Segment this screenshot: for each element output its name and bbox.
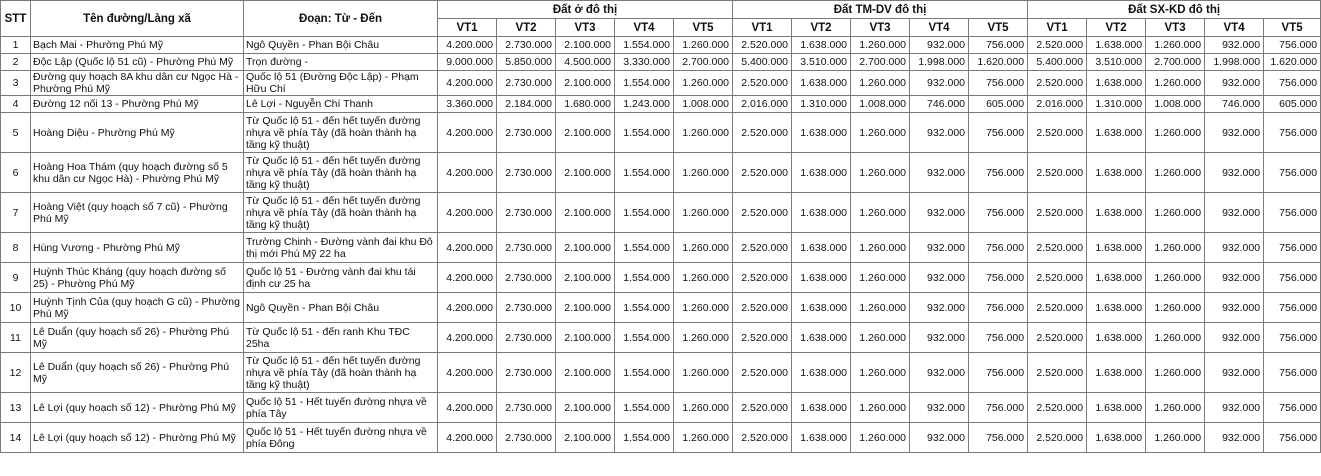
- cell-price: 1.260.000: [851, 37, 910, 54]
- cell-price: 1.638.000: [1087, 153, 1146, 193]
- cell-price: 2.520.000: [733, 153, 792, 193]
- cell-price: 2.730.000: [497, 113, 556, 153]
- cell-price: 2.520.000: [1028, 113, 1087, 153]
- cell-price: 1.260.000: [851, 153, 910, 193]
- cell-price: 932.000: [910, 323, 969, 353]
- cell-price: 932.000: [910, 233, 969, 263]
- cell-price: 756.000: [1264, 71, 1321, 96]
- cell-price: 2.730.000: [497, 71, 556, 96]
- cell-price: 1.260.000: [1146, 423, 1205, 453]
- cell-price: 756.000: [969, 353, 1028, 393]
- cell-price: 2.184.000: [497, 96, 556, 113]
- cell-price: 1.260.000: [674, 263, 733, 293]
- cell-price: 4.500.000: [556, 54, 615, 71]
- cell-price: 1.260.000: [1146, 263, 1205, 293]
- table-row: [1, 96, 1321, 113]
- cell-price: 2.100.000: [556, 233, 615, 263]
- cell-price: 2.100.000: [556, 423, 615, 453]
- cell-price: 1.638.000: [792, 353, 851, 393]
- cell-price: 756.000: [969, 153, 1028, 193]
- cell-price: 1.260.000: [674, 323, 733, 353]
- cell-street: Hùng Vương - Phường Phú Mỹ: [31, 233, 244, 263]
- cell-price: 2.520.000: [1028, 393, 1087, 423]
- cell-segment: Trường Chinh - Đường vành đai khu Đô thị mới Phú Mỹ 22 ha: [244, 233, 438, 263]
- cell-price: 1.260.000: [851, 393, 910, 423]
- table-row: [1, 393, 1321, 423]
- cell-price: 756.000: [1264, 353, 1321, 393]
- cell-price: 2.520.000: [1028, 193, 1087, 233]
- cell-price: 1.260.000: [851, 193, 910, 233]
- cell-price: 3.510.000: [792, 54, 851, 71]
- cell-price: 2.520.000: [733, 263, 792, 293]
- cell-price: 4.200.000: [438, 113, 497, 153]
- cell-price: 1.260.000: [1146, 193, 1205, 233]
- cell-segment: Ngô Quyền - Phan Bội Châu: [244, 293, 438, 323]
- header-vt5: VT5: [969, 19, 1028, 37]
- cell-price: 932.000: [910, 393, 969, 423]
- cell-price: 1.260.000: [674, 423, 733, 453]
- cell-price: 1.638.000: [1087, 193, 1146, 233]
- cell-street: Đường quy hoạch 8A khu dân cư Ngọc Hà - Phường Phú Mỹ: [31, 71, 244, 96]
- cell-price: 1.638.000: [792, 71, 851, 96]
- cell-price: 1.638.000: [1087, 293, 1146, 323]
- cell-price: 1.260.000: [674, 393, 733, 423]
- cell-price: 1.620.000: [1264, 54, 1321, 71]
- cell-price: 1.638.000: [792, 263, 851, 293]
- cell-price: 1.260.000: [1146, 293, 1205, 323]
- cell-price: 756.000: [969, 393, 1028, 423]
- cell-price: 4.200.000: [438, 423, 497, 453]
- cell-price: 1.638.000: [792, 113, 851, 153]
- cell-price: 1.008.000: [1146, 96, 1205, 113]
- cell-price: 1.260.000: [1146, 153, 1205, 193]
- table-row: [1, 54, 1321, 71]
- cell-stt: 5: [1, 113, 31, 153]
- cell-price: 932.000: [1205, 293, 1264, 323]
- cell-price: 2.520.000: [1028, 233, 1087, 263]
- cell-price: 1.638.000: [792, 393, 851, 423]
- cell-price: 756.000: [1264, 423, 1321, 453]
- cell-price: 2.100.000: [556, 37, 615, 54]
- header-vt3: VT3: [556, 19, 615, 37]
- cell-street: Độc Lập (Quốc lộ 51 cũ) - Phường Phú Mỹ: [31, 54, 244, 71]
- cell-price: 932.000: [1205, 353, 1264, 393]
- header-vt2: VT2: [1087, 19, 1146, 37]
- cell-price: 5.850.000: [497, 54, 556, 71]
- cell-price: 2.520.000: [733, 37, 792, 54]
- cell-price: 1.638.000: [1087, 263, 1146, 293]
- cell-price: 2.100.000: [556, 153, 615, 193]
- cell-price: 932.000: [1205, 113, 1264, 153]
- cell-price: 1.260.000: [851, 323, 910, 353]
- cell-price: 932.000: [910, 293, 969, 323]
- cell-price: 2.700.000: [674, 54, 733, 71]
- cell-price: 2.520.000: [1028, 323, 1087, 353]
- cell-stt: 9: [1, 263, 31, 293]
- cell-price: 2.100.000: [556, 113, 615, 153]
- cell-segment: Trọn đường -: [244, 54, 438, 71]
- cell-segment: Ngô Quyền - Phan Bội Châu: [244, 37, 438, 54]
- cell-segment: Từ Quốc lộ 51 - đến hết tuyến đường nhựa về phía Tây (đã hoàn thành hạ tầng kỹ thuật): [244, 353, 438, 393]
- cell-price: 1.620.000: [969, 54, 1028, 71]
- cell-stt: 6: [1, 153, 31, 193]
- cell-price: 1.260.000: [1146, 113, 1205, 153]
- cell-stt: 2: [1, 54, 31, 71]
- cell-price: 1.554.000: [615, 37, 674, 54]
- cell-price: 2.520.000: [1028, 37, 1087, 54]
- cell-price: 1.554.000: [615, 153, 674, 193]
- header-vt2: VT2: [497, 19, 556, 37]
- cell-segment: Từ Quốc lộ 51 - đến hết tuyến đường nhựa về phía Tây (đã hoàn thành hạ tầng kỹ thuật): [244, 153, 438, 193]
- table-row: [1, 113, 1321, 153]
- cell-price: 932.000: [1205, 393, 1264, 423]
- cell-segment: Quốc lộ 51 - Hết tuyến đường nhựa về phía Đông: [244, 423, 438, 453]
- cell-price: 756.000: [969, 293, 1028, 323]
- cell-price: 1.554.000: [615, 193, 674, 233]
- cell-street: Lê Duẩn (quy hoạch số 26) - Phường Phú Mỹ: [31, 353, 244, 393]
- cell-price: 1.554.000: [615, 263, 674, 293]
- header-vt1: VT1: [733, 19, 792, 37]
- cell-price: 756.000: [1264, 153, 1321, 193]
- cell-price: 756.000: [1264, 293, 1321, 323]
- cell-price: 2.730.000: [497, 37, 556, 54]
- cell-segment: Từ Quốc lộ 51 - đến ranh Khu TĐC 25ha: [244, 323, 438, 353]
- cell-price: 2.730.000: [497, 393, 556, 423]
- cell-price: 1.243.000: [615, 96, 674, 113]
- cell-price: 4.200.000: [438, 37, 497, 54]
- cell-price: 1.638.000: [1087, 353, 1146, 393]
- cell-price: 746.000: [1205, 96, 1264, 113]
- cell-price: 756.000: [969, 71, 1028, 96]
- header-vt5: VT5: [1264, 19, 1321, 37]
- cell-price: 2.730.000: [497, 153, 556, 193]
- cell-segment: Quốc lộ 51 - Hết tuyến đường nhựa về phía Tây: [244, 393, 438, 423]
- header-vt4: VT4: [1205, 19, 1264, 37]
- cell-price: 9.000.000: [438, 54, 497, 71]
- cell-price: 756.000: [1264, 263, 1321, 293]
- cell-segment: Lê Lợi - Nguyễn Chí Thanh: [244, 96, 438, 113]
- cell-price: 2.100.000: [556, 263, 615, 293]
- cell-price: 756.000: [969, 193, 1028, 233]
- cell-price: 1.260.000: [674, 113, 733, 153]
- cell-price: 1.260.000: [851, 293, 910, 323]
- cell-price: 1.554.000: [615, 423, 674, 453]
- cell-stt: 10: [1, 293, 31, 323]
- cell-price: 1.008.000: [674, 96, 733, 113]
- cell-price: 2.520.000: [733, 353, 792, 393]
- cell-price: 2.730.000: [497, 323, 556, 353]
- header-vt3: VT3: [1146, 19, 1205, 37]
- cell-price: 932.000: [910, 423, 969, 453]
- cell-price: 2.520.000: [733, 113, 792, 153]
- cell-price: 2.700.000: [1146, 54, 1205, 71]
- cell-price: 2.730.000: [497, 353, 556, 393]
- cell-price: 1.638.000: [792, 293, 851, 323]
- cell-price: 1.260.000: [1146, 233, 1205, 263]
- table-row: [1, 37, 1321, 54]
- cell-price: 1.260.000: [851, 353, 910, 393]
- cell-price: 3.510.000: [1087, 54, 1146, 71]
- cell-price: 2.520.000: [733, 293, 792, 323]
- cell-price: 756.000: [1264, 323, 1321, 353]
- cell-price: 932.000: [1205, 233, 1264, 263]
- cell-street: Huỳnh Tịnh Của (quy hoạch G cũ) - Phường Phú Mỹ: [31, 293, 244, 323]
- cell-stt: 8: [1, 233, 31, 263]
- cell-price: 1.638.000: [1087, 113, 1146, 153]
- cell-price: 4.200.000: [438, 353, 497, 393]
- cell-price: 605.000: [1264, 96, 1321, 113]
- cell-price: 2.700.000: [851, 54, 910, 71]
- cell-price: 2.730.000: [497, 233, 556, 263]
- cell-price: 1.260.000: [674, 71, 733, 96]
- cell-stt: 4: [1, 96, 31, 113]
- cell-price: 1.554.000: [615, 393, 674, 423]
- cell-price: 1.260.000: [851, 423, 910, 453]
- cell-price: 2.016.000: [1028, 96, 1087, 113]
- cell-price: 756.000: [1264, 393, 1321, 423]
- cell-price: 2.730.000: [497, 263, 556, 293]
- cell-price: 1.260.000: [851, 113, 910, 153]
- cell-segment: Từ Quốc lộ 51 - đến hết tuyến đường nhựa về phía Tây (đã hoàn thành hạ tầng kỹ thuật): [244, 193, 438, 233]
- cell-price: 2.730.000: [497, 293, 556, 323]
- table-row: [1, 71, 1321, 96]
- table-row: [1, 263, 1321, 293]
- cell-price: 2.520.000: [1028, 263, 1087, 293]
- table-row: [1, 193, 1321, 233]
- cell-price: 932.000: [1205, 71, 1264, 96]
- table-body: [1, 37, 1321, 453]
- header-vt2: VT2: [792, 19, 851, 37]
- cell-price: 3.330.000: [615, 54, 674, 71]
- header-vt3: VT3: [851, 19, 910, 37]
- cell-price: 2.520.000: [1028, 71, 1087, 96]
- cell-segment: Từ Quốc lộ 51 - đến hết tuyến đường nhựa về phía Tây (đã hoàn thành hạ tầng kỹ thuật): [244, 113, 438, 153]
- cell-price: 2.520.000: [733, 193, 792, 233]
- cell-price: 746.000: [910, 96, 969, 113]
- cell-price: 756.000: [1264, 233, 1321, 263]
- cell-price: 1.638.000: [1087, 71, 1146, 96]
- cell-price: 1.260.000: [674, 353, 733, 393]
- cell-stt: 1: [1, 37, 31, 54]
- cell-price: 756.000: [1264, 37, 1321, 54]
- cell-price: 2.016.000: [733, 96, 792, 113]
- cell-price: 756.000: [969, 263, 1028, 293]
- cell-segment: Quốc lộ 51 (Đường Độc Lập) - Phạm Hữu Chí: [244, 71, 438, 96]
- table-row: [1, 293, 1321, 323]
- cell-street: Bạch Mai - Phường Phú Mỹ: [31, 37, 244, 54]
- cell-price: 4.200.000: [438, 153, 497, 193]
- cell-price: 2.730.000: [497, 193, 556, 233]
- cell-price: 756.000: [969, 37, 1028, 54]
- cell-street: Lê Duẩn (quy hoạch số 26) - Phường Phú Mỹ: [31, 323, 244, 353]
- cell-price: 1.554.000: [615, 71, 674, 96]
- cell-price: 1.638.000: [792, 153, 851, 193]
- cell-price: 756.000: [1264, 193, 1321, 233]
- cell-price: 1.260.000: [1146, 323, 1205, 353]
- cell-price: 1.554.000: [615, 113, 674, 153]
- header-street: Tên đường/Làng xã: [31, 1, 244, 37]
- cell-price: 1.554.000: [615, 233, 674, 263]
- cell-segment: Quốc lộ 51 - Đường vành đai khu tái định cư 25 ha: [244, 263, 438, 293]
- cell-price: 1.680.000: [556, 96, 615, 113]
- header-stt: STT: [1, 1, 31, 37]
- cell-price: 1.260.000: [851, 263, 910, 293]
- table-row: [1, 353, 1321, 393]
- cell-price: 932.000: [910, 193, 969, 233]
- cell-price: 2.520.000: [1028, 293, 1087, 323]
- cell-price: 932.000: [910, 71, 969, 96]
- cell-price: 4.200.000: [438, 393, 497, 423]
- cell-price: 932.000: [1205, 323, 1264, 353]
- cell-price: 1.638.000: [1087, 423, 1146, 453]
- cell-price: 2.520.000: [733, 323, 792, 353]
- cell-price: 1.638.000: [792, 233, 851, 263]
- cell-price: 756.000: [1264, 113, 1321, 153]
- cell-price: 1.998.000: [910, 54, 969, 71]
- cell-price: 756.000: [969, 113, 1028, 153]
- cell-price: 756.000: [969, 423, 1028, 453]
- table-row: [1, 153, 1321, 193]
- cell-price: 932.000: [1205, 193, 1264, 233]
- cell-price: 2.100.000: [556, 193, 615, 233]
- cell-price: 2.100.000: [556, 293, 615, 323]
- cell-price: 1.638.000: [792, 423, 851, 453]
- cell-price: 1.638.000: [792, 37, 851, 54]
- cell-price: 5.400.000: [733, 54, 792, 71]
- cell-price: 4.200.000: [438, 193, 497, 233]
- header-vt1: VT1: [438, 19, 497, 37]
- cell-price: 2.520.000: [733, 423, 792, 453]
- cell-price: 932.000: [1205, 153, 1264, 193]
- cell-price: 1.638.000: [792, 323, 851, 353]
- cell-price: 932.000: [1205, 263, 1264, 293]
- cell-price: 1.638.000: [792, 193, 851, 233]
- cell-price: 756.000: [969, 233, 1028, 263]
- cell-price: 1.638.000: [1087, 37, 1146, 54]
- cell-price: 2.520.000: [1028, 423, 1087, 453]
- header-vt1: VT1: [1028, 19, 1087, 37]
- cell-street: Hoàng Diệu - Phường Phú Mỹ: [31, 113, 244, 153]
- cell-stt: 7: [1, 193, 31, 233]
- cell-price: 1.554.000: [615, 293, 674, 323]
- cell-street: Hoàng Việt (quy hoạch số 7 cũ) - Phường Phú Mỹ: [31, 193, 244, 233]
- cell-street: Lê Lợi (quy hoạch số 12) - Phường Phú Mỹ: [31, 393, 244, 423]
- cell-price: 1.260.000: [674, 293, 733, 323]
- cell-price: 2.100.000: [556, 353, 615, 393]
- cell-price: 2.100.000: [556, 71, 615, 96]
- cell-price: 1.310.000: [1087, 96, 1146, 113]
- cell-price: 1.554.000: [615, 353, 674, 393]
- cell-price: 1.260.000: [674, 153, 733, 193]
- cell-price: 3.360.000: [438, 96, 497, 113]
- cell-price: 2.520.000: [733, 393, 792, 423]
- cell-price: 932.000: [910, 263, 969, 293]
- cell-price: 4.200.000: [438, 263, 497, 293]
- cell-price: 932.000: [910, 113, 969, 153]
- cell-price: 4.200.000: [438, 233, 497, 263]
- cell-price: 932.000: [1205, 37, 1264, 54]
- table-row: [1, 323, 1321, 353]
- cell-price: 5.400.000: [1028, 54, 1087, 71]
- header-group-production: Đất SX-KD đô thị: [1028, 1, 1321, 19]
- cell-stt: 14: [1, 423, 31, 453]
- cell-price: 2.730.000: [497, 423, 556, 453]
- cell-price: 2.520.000: [1028, 353, 1087, 393]
- cell-price: 2.520.000: [1028, 153, 1087, 193]
- header-vt4: VT4: [615, 19, 674, 37]
- cell-price: 2.520.000: [733, 233, 792, 263]
- cell-price: 1.998.000: [1205, 54, 1264, 71]
- cell-price: 1.260.000: [1146, 353, 1205, 393]
- cell-stt: 3: [1, 71, 31, 96]
- cell-price: 756.000: [969, 323, 1028, 353]
- cell-price: 1.260.000: [674, 233, 733, 263]
- header-group-residential: Đất ở đô thị: [438, 1, 733, 19]
- cell-price: 1.260.000: [1146, 71, 1205, 96]
- cell-price: 605.000: [969, 96, 1028, 113]
- cell-price: 932.000: [910, 353, 969, 393]
- cell-street: Huỳnh Thúc Kháng (quy hoạch đường số 25) - Phường Phú Mỹ: [31, 263, 244, 293]
- cell-street: Đường 12 nối 13 - Phường Phú Mỹ: [31, 96, 244, 113]
- cell-price: 1.260.000: [851, 71, 910, 96]
- cell-price: 1.008.000: [851, 96, 910, 113]
- header-segment: Đoạn: Từ - Đến: [244, 1, 438, 37]
- cell-price: 1.638.000: [1087, 393, 1146, 423]
- cell-price: 2.100.000: [556, 393, 615, 423]
- table-row: [1, 233, 1321, 263]
- cell-price: 1.260.000: [674, 193, 733, 233]
- cell-price: 932.000: [1205, 423, 1264, 453]
- cell-price: 1.260.000: [1146, 37, 1205, 54]
- cell-price: 1.638.000: [1087, 233, 1146, 263]
- cell-street: Lê Lợi (quy hoạch số 12) - Phường Phú Mỹ: [31, 423, 244, 453]
- cell-stt: 13: [1, 393, 31, 423]
- cell-price: 4.200.000: [438, 323, 497, 353]
- cell-price: 932.000: [910, 153, 969, 193]
- cell-price: 2.520.000: [733, 71, 792, 96]
- cell-price: 4.200.000: [438, 293, 497, 323]
- header-group-commercial: Đất TM-DV đô thị: [733, 1, 1028, 19]
- cell-price: 2.100.000: [556, 323, 615, 353]
- cell-price: 4.200.000: [438, 71, 497, 96]
- cell-street: Hoàng Hoa Thám (quy hoạch đường số 5 khu dân cư Ngọc Hà) - Phường Phú Mỹ: [31, 153, 244, 193]
- cell-stt: 12: [1, 353, 31, 393]
- cell-price: 1.260.000: [851, 233, 910, 263]
- header-vt4: VT4: [910, 19, 969, 37]
- cell-stt: 11: [1, 323, 31, 353]
- cell-price: 1.260.000: [674, 37, 733, 54]
- cell-price: 1.260.000: [1146, 393, 1205, 423]
- header-vt5: VT5: [674, 19, 733, 37]
- table-header: [1, 1, 1321, 37]
- cell-price: 1.638.000: [1087, 323, 1146, 353]
- cell-price: 1.554.000: [615, 323, 674, 353]
- table-row: [1, 423, 1321, 453]
- cell-price: 932.000: [910, 37, 969, 54]
- cell-price: 1.310.000: [792, 96, 851, 113]
